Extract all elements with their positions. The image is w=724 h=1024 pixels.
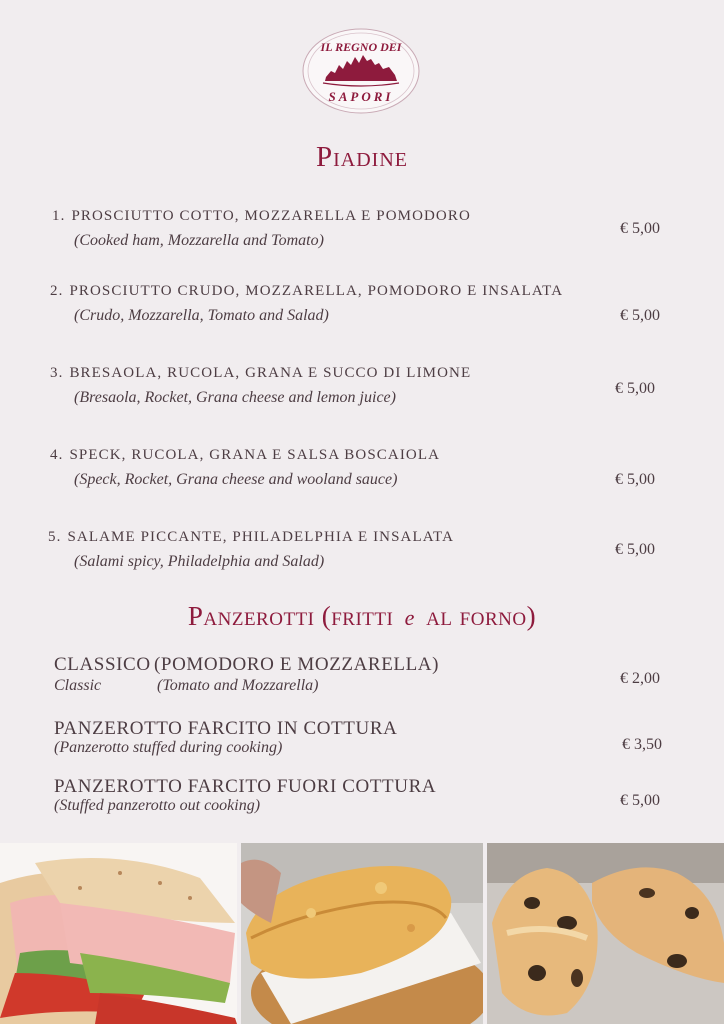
baked-panzerotti-photo [487,843,724,1024]
item-price: € 2,00 [620,670,660,687]
food-photos [0,843,724,1024]
item-name: 3. BRESAOLA, RUCOLA, GRANA E SUCCO DI LIMONE [50,365,472,381]
item-name: 4. SPECK, RUCOLA, GRANA E SALSA BOSCAIOLA [50,447,441,463]
item-translation: (Panzerotto stuffed during cooking) [54,739,283,756]
item-translation: (Cooked ham, Mozzarella and Tomato) [74,232,324,249]
item-translation-extra: (Tomato and Mozzarella) [157,677,319,694]
item-name: PANZEROTTO FARCITO IN COTTURA [54,718,398,739]
fried-panzerotto-photo [241,843,483,1024]
menu-item [0,527,724,577]
item-price: € 5,00 [620,792,660,809]
item-price: € 5,00 [620,307,660,324]
logo-line1: IL REGNO DEI [320,40,402,54]
item-name: 5. SALAME PICCANTE, PHILADELPHIA E INSALATA [48,529,454,545]
panzerotti-title: Panzerotti (fritti e al forno) [187,601,537,631]
menu-item [0,206,724,256]
menu-item [0,652,724,702]
piadine-title: Piadine [316,141,408,173]
item-translation: (Crudo, Mozzarella, Tomato and Salad) [74,307,329,324]
item-price: € 5,00 [620,220,660,237]
menu-item [0,363,724,413]
item-translation: Classic [54,677,102,694]
logo-line2: SAPORI [328,89,394,104]
item-translation: (Stuffed panzerotto out cooking) [54,797,261,814]
item-translation: (Speck, Rocket, Grana cheese and wooland sauce) [74,471,398,488]
item-translation: (Salami spicy, Philadelphia and Salad) [74,553,325,570]
menu-item [0,445,724,495]
item-price: € 5,00 [615,541,655,558]
item-name: CLASSICO [54,654,151,675]
item-price: € 3,50 [622,736,662,753]
item-translation: (Bresaola, Rocket, Grana cheese and lemon juice) [74,389,396,406]
restaurant-logo [301,27,421,115]
item-name: 2. PROSCIUTTO CRUDO, MOZZARELLA, POMODORO E INSALATA [50,283,564,299]
item-name: 1. PROSCIUTTO COTTO, MOZZARELLA E POMODORO [52,208,471,224]
item-price: € 5,00 [615,471,655,488]
menu-item [0,776,724,826]
menu-item [0,281,724,331]
item-price: € 5,00 [615,380,655,397]
item-name: PANZEROTTO FARCITO FUORI COTTURA [54,776,437,797]
menu-item [0,718,724,768]
item-description: (POMODORO E MOZZARELLA) [154,654,440,675]
piadina-photo [0,843,237,1024]
